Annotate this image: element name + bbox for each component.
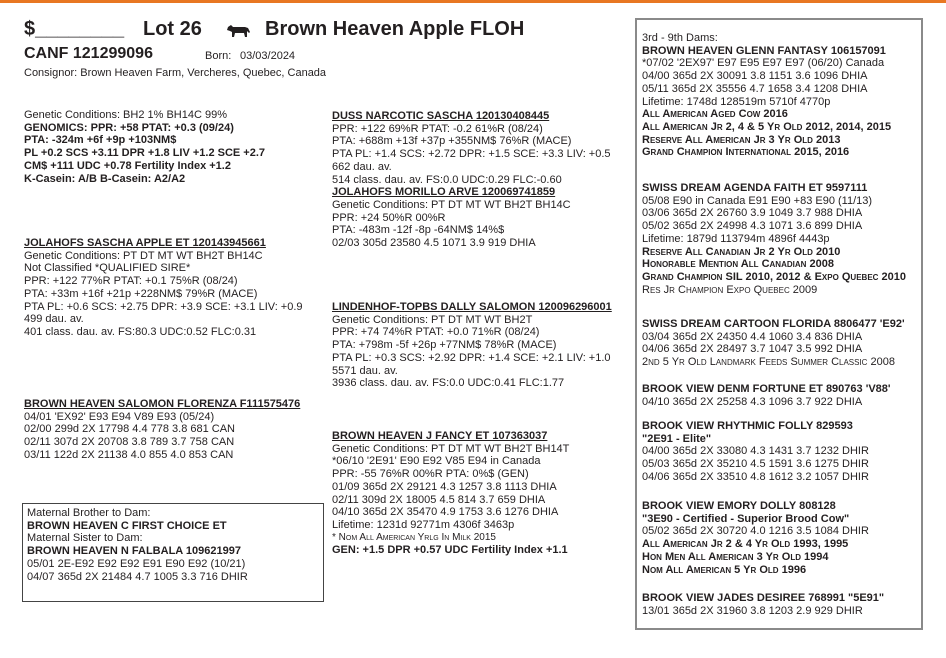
morillo-line: Genetic Conditions: PT DT MT WT BH2T BH14C bbox=[332, 198, 571, 211]
index-line: CM$ +111 UDC +0.78 Fertility Index +1.2 bbox=[24, 159, 231, 172]
agenda-award: Grand Champion SIL 2010, 2012 & Expo Quebec 2010 bbox=[642, 270, 906, 283]
agenda-res: Res Jr Champion Expo Quebec 2009 bbox=[642, 283, 818, 296]
fancy-name: BROWN HEAVEN J FANCY ET 107363037 bbox=[332, 430, 548, 442]
fancy-line: *06/10 '2E91' E90 E92 V85 E94 in Canada bbox=[332, 455, 541, 468]
rhythmic-elite: "2E91 - Elite" bbox=[642, 432, 712, 445]
glenn-line: *07/02 '2EX97' E97 E95 E97 E97 (06/20) Canada bbox=[642, 57, 885, 70]
consignor: Consignor: Brown Heaven Farm, Vercheres, Quebec, Canada bbox=[24, 67, 327, 79]
sire-line: Not Classified *QUALIFIED SIRE* bbox=[24, 262, 191, 275]
sire-name: JOLAHOFS SASCHA APPLE ET 120143945661 bbox=[24, 237, 266, 249]
ancestors-title: 3rd - 9th Dams: bbox=[642, 32, 718, 44]
genetic-conditions: Genetic Conditions: BH2 1% BH14C 99% bbox=[24, 109, 227, 121]
denm-line: 04/10 365d 2X 25258 4.3 1096 3.7 922 DHIA bbox=[642, 395, 863, 408]
rhythmic-line: 05/03 365d 2X 35210 4.5 1591 3.6 1275 DHIR bbox=[642, 458, 869, 471]
top-accent-bar bbox=[0, 0, 946, 3]
cow-icon bbox=[226, 23, 252, 39]
emory-cert: "3E90 - Certified - Superior Brood Cow" bbox=[642, 512, 850, 525]
cartoon-note: 2nd 5 Yr Old Landmark Feeds Summer Classic 2008 bbox=[642, 356, 895, 369]
duss-line: 662 dau. av. bbox=[332, 160, 392, 173]
dam-name: BROWN HEAVEN SALOMON FLORENZA F111575476 bbox=[24, 398, 301, 410]
sire-block bbox=[24, 237, 324, 339]
sire-line: PPR: +122 77%R PTAT: +0.1 75%R (08/24) bbox=[24, 275, 238, 288]
emory-award: Nom All American 5 Yr Old 1996 bbox=[642, 563, 807, 576]
morillo-name: JOLAHOFS MORILLO ARVE 120069741859 bbox=[332, 186, 556, 199]
jades-line: 13/01 365d 2X 31960 3.8 1203 2.9 929 DHIR bbox=[642, 604, 863, 617]
fancy-line: Genetic Conditions: PT DT MT WT BH2T BH14T bbox=[332, 442, 570, 455]
dally-line: PTA PL: +0.3 SCS: +2.92 DPR: +1.4 SCE: +2.1 LIV: +1.0 bbox=[332, 351, 611, 364]
cartoon-line: 03/04 365d 2X 24350 4.4 1060 3.4 836 DHIA bbox=[642, 330, 863, 343]
ancestors-box bbox=[635, 18, 923, 630]
duss-line: PPR: +122 69%R PTAT: -0.2 61%R (08/24) bbox=[332, 122, 543, 135]
duss-line: 514 class. dau. av. FS:0.0 UDC:0.29 FLC:-0.60 bbox=[332, 173, 562, 186]
fancy-line: 01/09 365d 2X 29121 4.3 1257 3.8 1113 DHIA bbox=[332, 480, 557, 493]
pta-line: PTA: -324m +6f +9p +103NM$ bbox=[24, 134, 177, 147]
genetics-block bbox=[24, 109, 319, 185]
dally-line: Genetic Conditions: PT DT MT WT BH2T bbox=[332, 313, 533, 326]
dam-line: 04/01 'EX92' E93 E94 V89 E93 (05/24) bbox=[24, 410, 215, 423]
morillo-line: PPR: +24 50%R 00%R bbox=[332, 211, 446, 224]
fancy-line: 04/10 365d 2X 35470 4.9 1753 3.6 1276 DHIA bbox=[332, 506, 559, 519]
emory-award: Hon Men All American 3 Yr Old 1994 bbox=[642, 550, 829, 563]
lot-number: Lot 26 bbox=[143, 18, 202, 40]
agenda-award: Honorable Mention All Canadian 2008 bbox=[642, 258, 834, 271]
price-blank: $________ bbox=[24, 18, 125, 40]
glenn-line: 04/00 365d 2X 30091 3.8 1151 3.6 1096 DHIA bbox=[642, 70, 868, 83]
morillo-line: 02/03 305d 23580 4.5 1071 3.9 919 DHIA bbox=[332, 237, 536, 250]
agenda-line: 05/02 365d 2X 24998 4.3 1071 3.6 899 DHIA bbox=[642, 220, 863, 233]
maternal-sister-label: Maternal Sister to Dam: bbox=[27, 532, 143, 545]
duss-line: PTA PL: +1.4 SCS: +2.72 DPR: +1.5 SCE: +3.3 LIV: +0.5 bbox=[332, 148, 611, 161]
dam-line: 02/00 299d 2X 17798 4.4 778 3.8 681 CAN bbox=[24, 423, 236, 436]
born-label: Born: bbox=[205, 50, 232, 62]
rhythmic-line: 04/00 365d 2X 33080 4.3 1431 3.7 1232 DHIR bbox=[642, 445, 869, 458]
maternal-brother-label: Maternal Brother to Dam: bbox=[27, 507, 151, 519]
glenn-award: Reserve All American Jr 3 Yr Old 2013 bbox=[642, 133, 841, 146]
sire-line: PTA: +33m +16f +21p +228NM$ 79%R (MACE) bbox=[24, 287, 258, 300]
born-date: 03/03/2024 bbox=[240, 50, 296, 62]
duss-name: DUSS NARCOTIC SASCHA 120130408445 bbox=[332, 110, 550, 122]
rhythmic-name: BROOK VIEW RHYTHMIC FOLLY 829593 bbox=[642, 420, 853, 432]
maternal-sister-line: 04/07 365d 2X 21484 4.7 1005 3.3 716 DHIR bbox=[27, 570, 248, 583]
dam-line: 02/11 307d 2X 20708 3.8 789 3.7 758 CAN bbox=[24, 436, 235, 449]
glenn-award: All American Aged Cow 2016 bbox=[642, 108, 788, 121]
fancy-award: * Nom All American Yrlg In Milk 2015 bbox=[332, 531, 496, 543]
denm-name: BROOK VIEW DENM FORTUNE ET 890763 'V88' bbox=[642, 383, 891, 395]
registration-number: CANF 121299096 bbox=[24, 45, 153, 62]
glenn-line: 05/11 365d 2X 35556 4.7 1658 3.4 1208 DHIA bbox=[642, 82, 868, 95]
jades-name: BROOK VIEW JADES DESIREE 768991 "5E91" bbox=[642, 592, 885, 604]
sire-line: Genetic Conditions: PT DT MT WT BH2T BH14C bbox=[24, 249, 263, 262]
dam-sire-block bbox=[332, 301, 632, 390]
cartoon-line: 04/06 365d 2X 28497 3.7 1047 3.5 992 DHIA bbox=[642, 343, 863, 356]
animal-name: Brown Heaven Apple FLOH bbox=[265, 18, 525, 40]
fancy-line: Lifetime: 1231d 92771m 4306f 3463p bbox=[332, 518, 515, 531]
glenn-award: Grand Champion International 2015, 2016 bbox=[642, 146, 850, 159]
glenn-line: Lifetime: 1748d 128519m 5710f 4770p bbox=[642, 95, 831, 108]
morillo-line: PTA: -483m -12f -8p -64NM$ 14%$ bbox=[332, 224, 505, 237]
agenda-line: Lifetime: 1879d 113794m 4896f 4443p bbox=[642, 232, 830, 245]
agenda-line: 05/08 E90 in Canada E91 E90 +83 E90 (11/13) bbox=[642, 194, 873, 207]
casein-line: K-Casein: A/B B-Casein: A2/A2 bbox=[24, 172, 186, 185]
fancy-line: 02/11 309d 2X 18005 4.5 814 3.7 659 DHIA bbox=[332, 493, 546, 506]
health-traits-line: PL +0.2 SCS +3.11 DPR +1.8 LIV +1.2 SCE +2.7 bbox=[24, 147, 266, 160]
dam-line: 03/11 122d 2X 21138 4.0 855 4.0 853 CAN bbox=[24, 448, 234, 461]
emory-award: All American Jr 2 & 4 Yr Old 1993, 1995 bbox=[642, 538, 849, 551]
agenda-award: Reserve All Canadian Jr 2 Yr Old 2010 bbox=[642, 245, 841, 258]
dally-line: 5571 dau. av. bbox=[332, 364, 398, 377]
dally-line: PPR: +74 74%R PTAT: +0.0 71%R (08/24) bbox=[332, 326, 540, 339]
sire-line: 401 class. dau. av. FS:80.3 UDC:0.52 FLC:0.31 bbox=[24, 325, 257, 338]
maternal-sister-line: 05/01 2E-E92 E92 E92 E91 E90 E92 (10/21) bbox=[27, 557, 246, 570]
dam-block bbox=[24, 398, 324, 462]
agenda-line: 03/06 365d 2X 26760 3.9 1049 3.7 988 DHIA bbox=[642, 207, 863, 220]
genomics-line: GENOMICS: PPR: +58 PTAT: +0.3 (09/24) bbox=[24, 121, 234, 134]
agenda-name: SWISS DREAM AGENDA FAITH ET 9597111 bbox=[642, 182, 868, 194]
dally-line: PTA: +798m -5f +26p +77NM$ 78%R (MACE) bbox=[332, 339, 557, 352]
cartoon-name: SWISS DREAM CARTOON FLORIDA 8806477 'E92' bbox=[642, 318, 905, 330]
maternal-siblings-box bbox=[22, 503, 324, 602]
fancy-line: PPR: -55 76%R 00%R PTA: 0%$ (GEN) bbox=[332, 468, 529, 481]
maternal-sister-name: BROWN HEAVEN N FALBALA 109621997 bbox=[27, 545, 241, 558]
emory-name: BROOK VIEW EMORY DOLLY 808128 bbox=[642, 500, 836, 512]
sire-sire-block bbox=[332, 110, 632, 250]
maternal-brother-name: BROWN HEAVEN C FIRST CHOICE ET bbox=[27, 519, 227, 532]
emory-line: 05/02 365d 2X 30720 4.0 1216 3.5 1084 DHIR bbox=[642, 525, 869, 538]
sire-line: 499 dau. av. bbox=[24, 313, 84, 326]
duss-line: PTA: +688m +13f +37p +355NM$ 76%R (MACE) bbox=[332, 135, 572, 148]
dam-dam-block bbox=[332, 430, 632, 557]
dally-line: 3936 class. dau. av. FS:0.0 UDC:0.41 FLC:1.77 bbox=[332, 377, 565, 390]
dally-name: LINDENHOF-TOPBS DALLY SALOMON 120096296001 bbox=[332, 301, 612, 313]
rhythmic-line: 04/06 365d 2X 33510 4.8 1612 3.2 1057 DHIR bbox=[642, 470, 869, 483]
fancy-gen: GEN: +1.5 DPR +0.57 UDC Fertility Index +1.1 bbox=[332, 544, 568, 557]
glenn-name: BROWN HEAVEN GLENN FANTASY 106157091 bbox=[642, 44, 886, 57]
sire-line: PTA PL: +0.6 SCS: +2.75 DPR: +3.9 SCE: +3.1 LIV: +0.9 bbox=[24, 300, 303, 313]
glenn-award: All American Jr 2, 4 & 5 Yr Old 2012, 2014, 2015 bbox=[642, 120, 892, 133]
